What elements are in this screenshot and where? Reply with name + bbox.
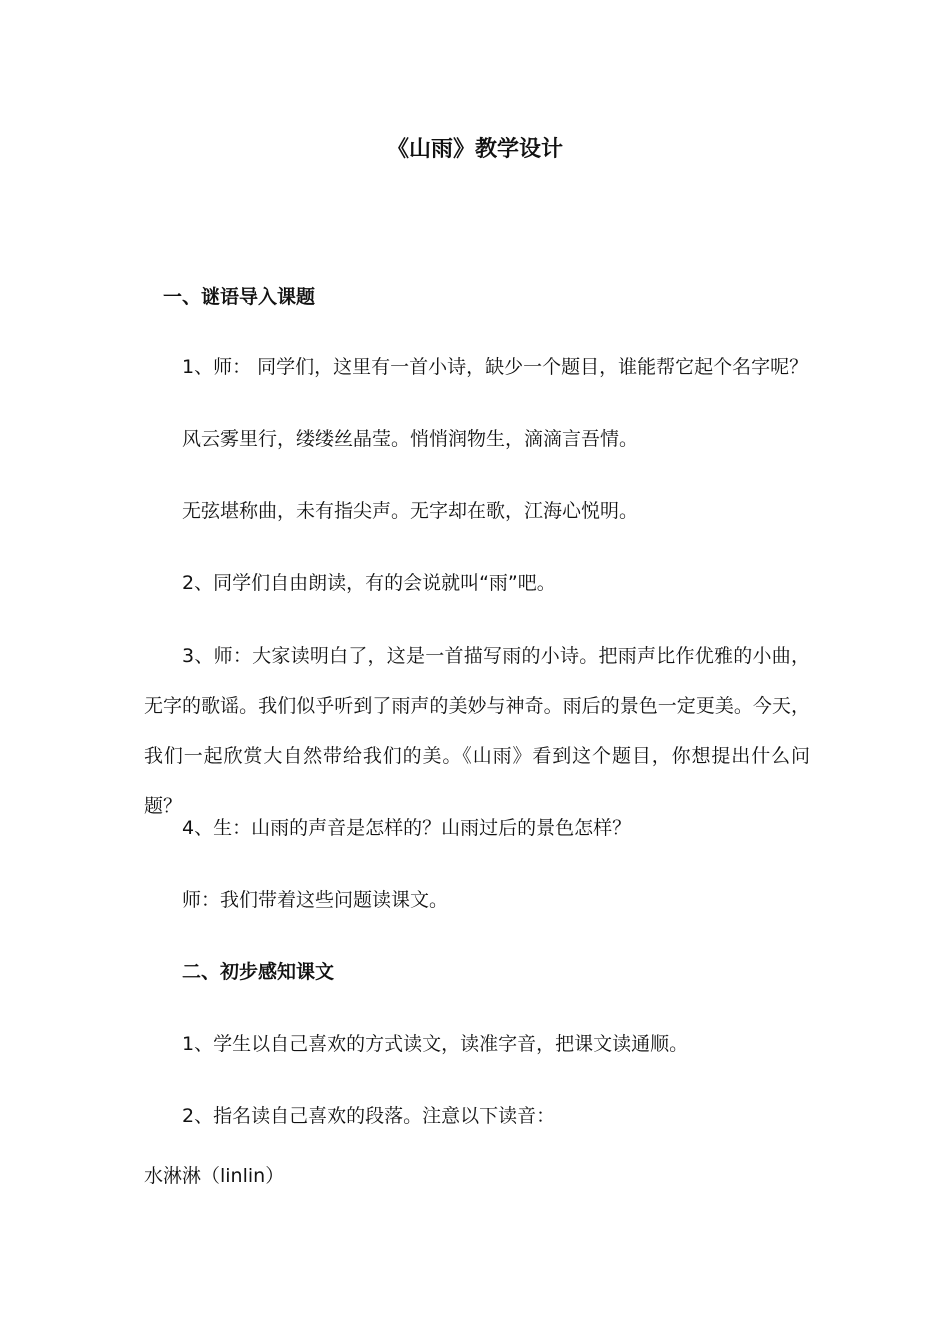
paragraph-1-4: 4、生：山雨的声音是怎样的？山雨过后的景色怎样？ [182, 817, 632, 839]
paragraph-1-1: 1、师： 同学们，这里有一首小诗，缺少一个题目，谁能帮它起个名字呢？ [182, 356, 809, 378]
paragraph-2-1: 1、学生以自己喜欢的方式读文，读准字音，把课文读通顺。 [182, 1033, 689, 1055]
paragraph-1-3: 3、师：大家读明白了，这是一首描写雨的小诗。把雨声比作优雅的小曲，无字的歌谣。我们似乎听到了雨声的美妙与神奇。雨后的景色一定更美。今天，我们一起欣赏大自然带给我们的美。《山雨》看到这个题目，你想提出什么问题？ [144, 645, 810, 817]
document-title: 《山雨》教学设计 [386, 137, 563, 162]
section-heading-1: 一、谜语导入课题 [163, 286, 316, 308]
poem-line-1: 风云雾里行，缕缕丝晶莹。悄悄润物生，滴滴言吾情。 [182, 428, 639, 450]
paragraph-2-2: 2、指名读自己喜欢的段落。注意以下读音： [182, 1105, 556, 1127]
paragraph-2-3: 水淋淋（linlin） [144, 1165, 285, 1187]
poem-line-2: 无弦堪称曲，未有指尖声。无字却在歌，江海心悦明。 [182, 500, 639, 522]
paragraph-1-2: 2、同学们自由朗读，有的会说就叫“雨”吧。 [182, 572, 556, 594]
paragraph-1-5: 师：我们带着这些问题读课文。 [182, 889, 449, 911]
section-heading-2: 二、初步感知课文 [182, 961, 335, 983]
